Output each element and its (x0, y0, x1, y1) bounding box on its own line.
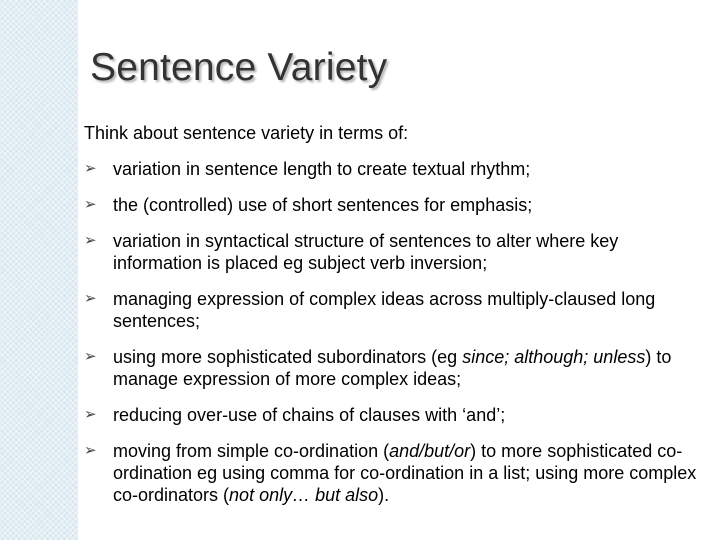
bullet-text (113, 347, 671, 389)
italic-text: and/but/or (389, 441, 471, 461)
arrow-bullet-icon: ➢ (84, 232, 97, 249)
bullet-text (113, 195, 532, 215)
bullet-item (84, 230, 704, 274)
bullet-item (84, 440, 704, 506)
arrow-bullet-icon: ➢ (84, 196, 97, 213)
text-run: variation in syntactical structure of sentences to alter where key information is placed eg subject verb inversion; (113, 231, 619, 273)
bullet-list (84, 158, 704, 506)
bullet-text (113, 441, 696, 505)
arrow-bullet-icon: ➢ (84, 442, 97, 459)
slide-content (84, 122, 704, 520)
text-run: managing expression of complex ideas across multiply-claused long sentences; (113, 289, 656, 331)
text-run: reducing over-use of chains of clauses with ‘and’; (113, 405, 506, 425)
decorative-sidebar (0, 0, 78, 540)
slide-title: Sentence Variety (90, 46, 388, 89)
intro-text: Think about sentence variety in terms of: (84, 123, 409, 143)
arrow-bullet-icon: ➢ (84, 290, 97, 307)
text-run: the (controlled) use of short sentences for emphasis; (113, 195, 533, 215)
text-run: ) to more sophisticated co-ordination eg using comma for co-ordination in a list; using more complex co-ordinators ( (113, 441, 697, 505)
text-run: ). (378, 485, 390, 505)
italic-text: not only… but also (229, 485, 379, 505)
text-run: moving from simple co-ordination ( (113, 441, 390, 461)
bullet-item (84, 404, 704, 426)
arrow-bullet-icon: ➢ (84, 348, 97, 365)
arrow-bullet-icon: ➢ (84, 406, 97, 423)
text-run: ) to manage expression of more complex ideas; (113, 347, 672, 389)
bullet-item (84, 158, 704, 180)
bullet-item (84, 346, 704, 390)
arrow-bullet-icon: ➢ (84, 160, 97, 177)
bullet-item (84, 194, 704, 216)
bullet-text (113, 231, 618, 273)
text-run: using more sophisticated subordinators (eg (113, 347, 463, 367)
italic-text: since; although; unless (462, 347, 646, 367)
bullet-text (113, 159, 530, 179)
bullet-text (113, 289, 655, 331)
text-run: variation in sentence length to create textual rhythm; (113, 159, 531, 179)
bullet-item (84, 288, 704, 332)
bullet-text (113, 405, 505, 425)
